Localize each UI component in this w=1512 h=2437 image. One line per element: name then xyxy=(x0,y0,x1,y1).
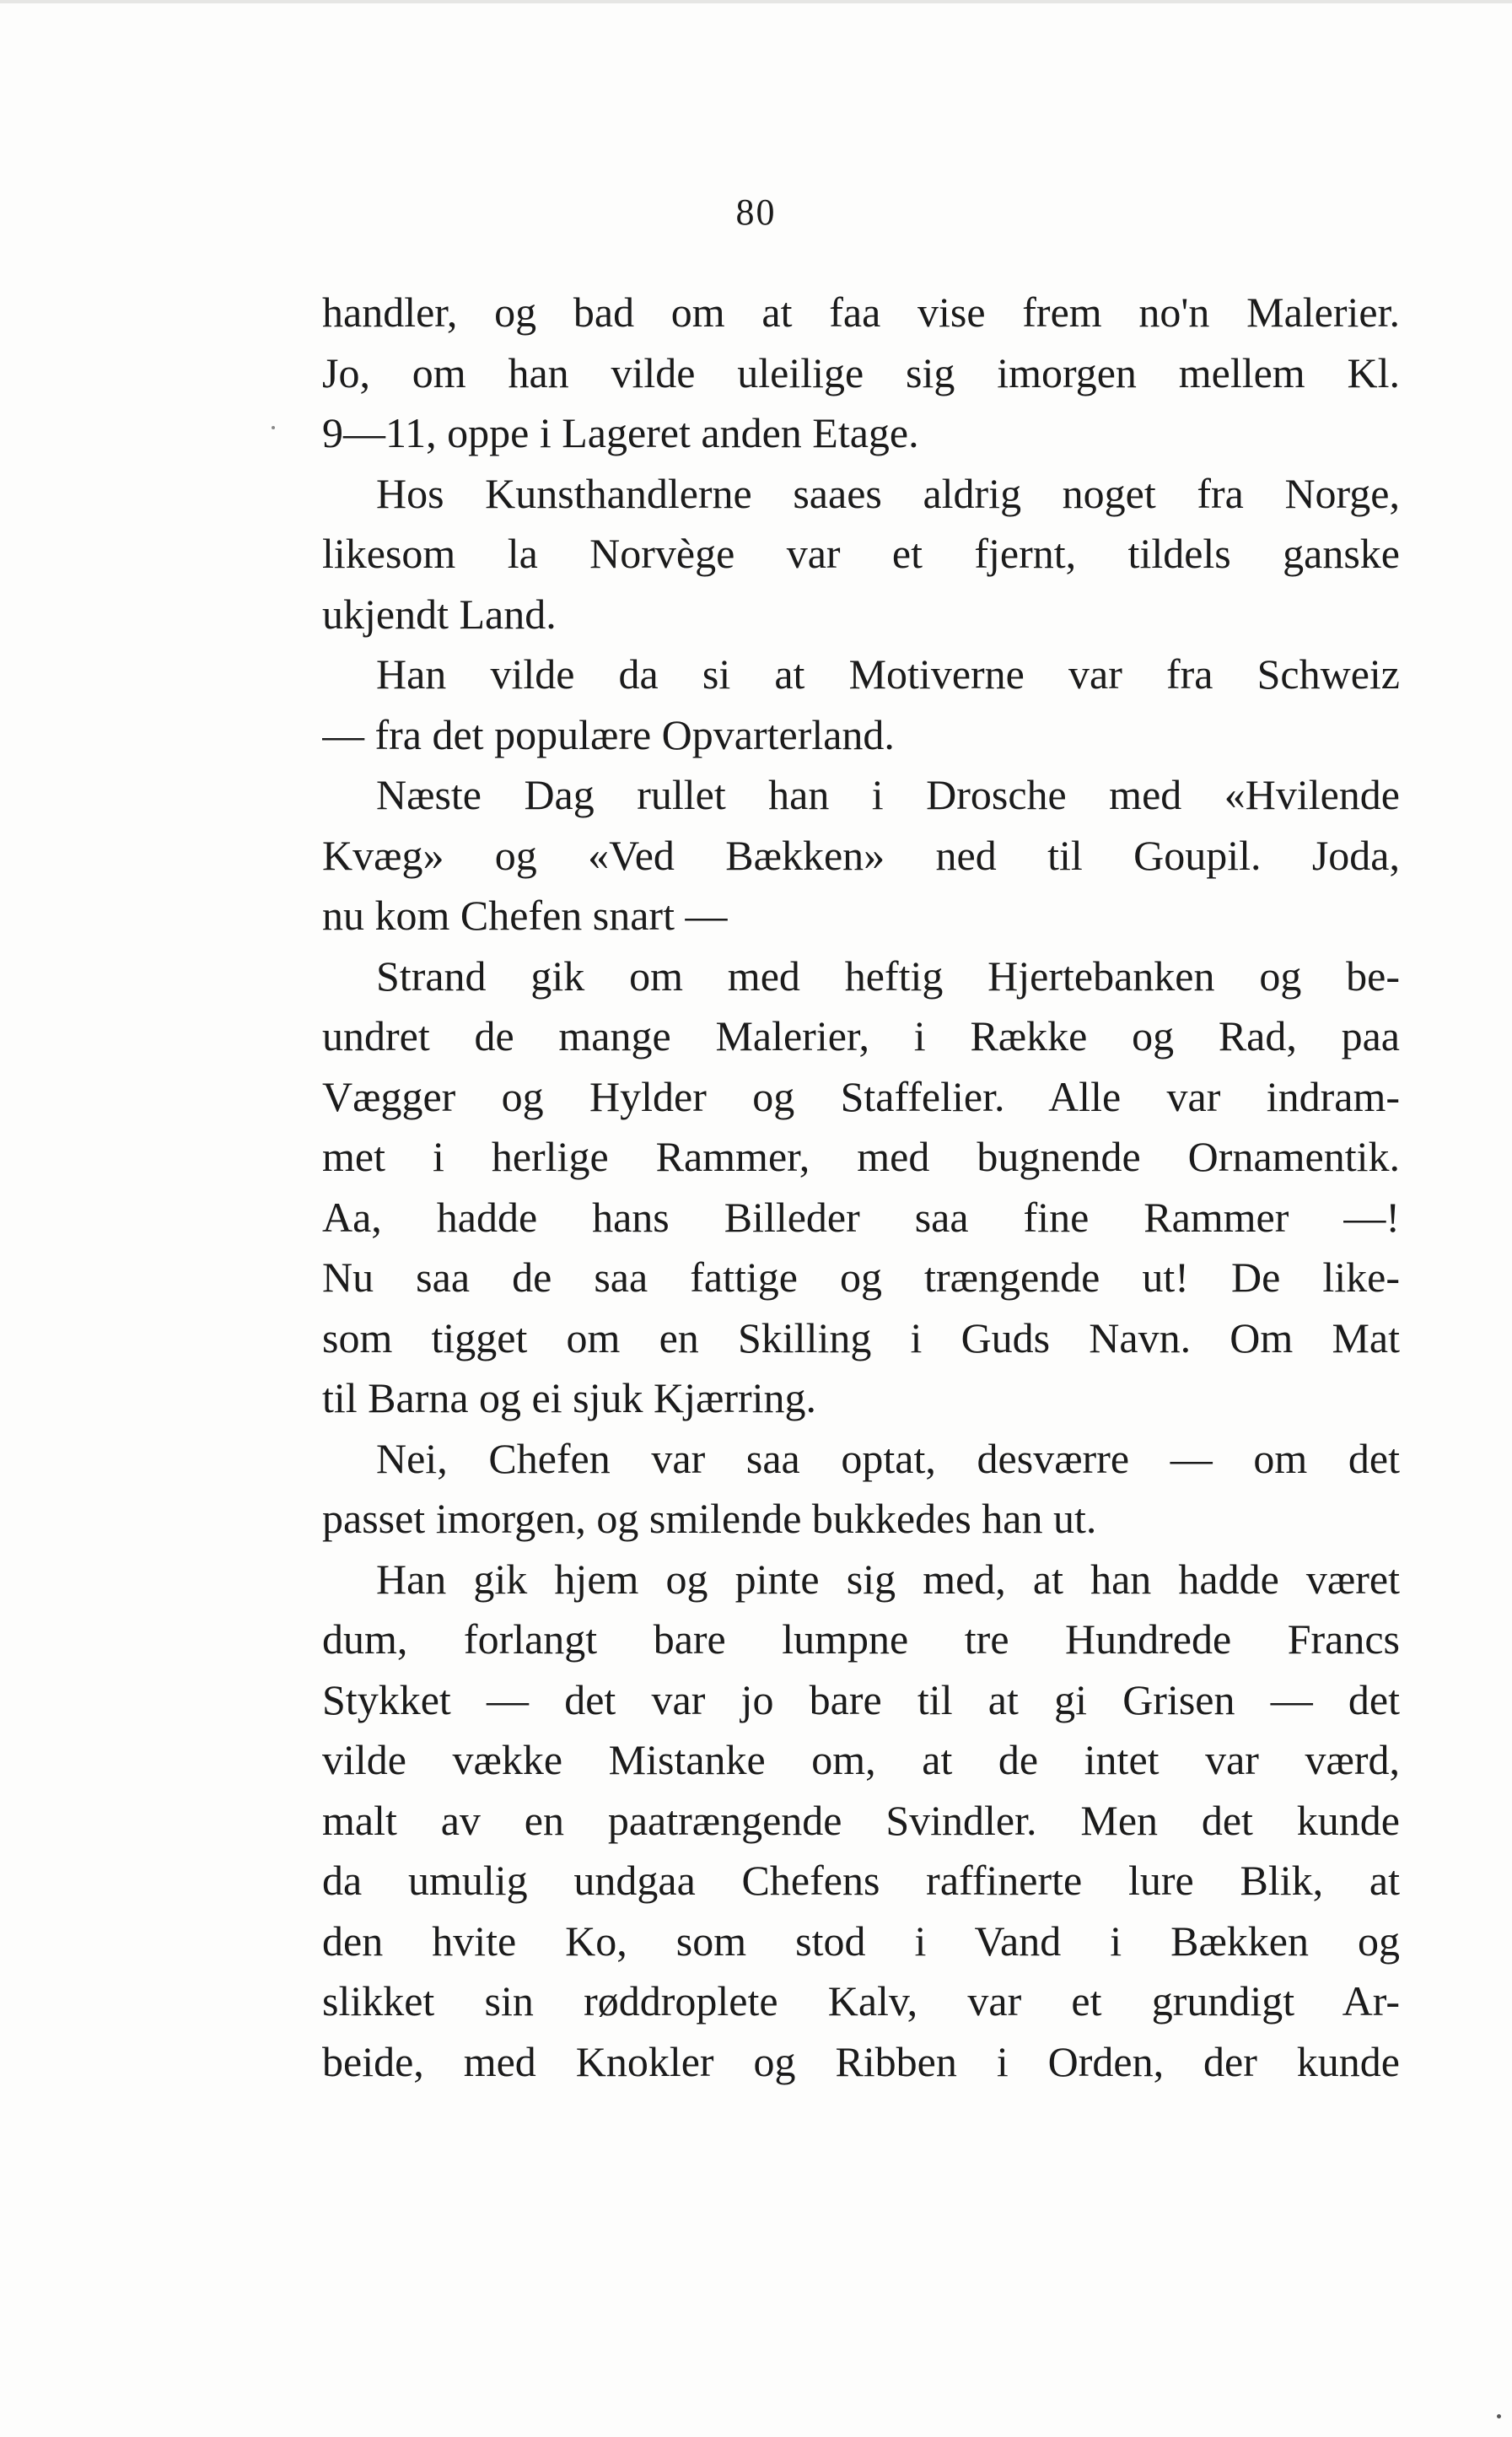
text-line: Han gik hjem og pinte sig med, at han hadde været xyxy=(376,1555,1400,1603)
text-line: Kvæg» og «Ved Bækken» ned til Goupil. Joda, xyxy=(322,831,1400,879)
text-line: undret de mange Malerier, i Række og Rad, paa xyxy=(322,1012,1400,1059)
text-line: 9—11, oppe i Lageret anden Etage. xyxy=(322,409,919,456)
text-line: passet imorgen, og smilende bukkedes han ut. xyxy=(322,1495,1097,1542)
text-line: Stykket — det var jo bare til at gi Grisen — det xyxy=(322,1675,1400,1723)
text-line: Aa, hadde hans Billeder saa fine Rammer —! xyxy=(322,1193,1400,1241)
corner-mark xyxy=(1497,2414,1501,2418)
text-line: likesom la Norvège var et fjernt, tildels ganske xyxy=(322,530,1400,577)
text-line: Strand gik om med heftig Hjertebanken og be- xyxy=(376,952,1400,1000)
body-text xyxy=(322,283,1400,2092)
text-line: beide, med Knokler og Ribben i Orden, der kunde xyxy=(322,2037,1400,2085)
page-number: 80 xyxy=(735,191,777,233)
text-line: den hvite Ko, som stod i Vand i Bækken og xyxy=(322,1917,1400,1965)
text-line: dum, forlangt bare lumpne tre Hundrede Francs xyxy=(322,1615,1400,1663)
page-top-edge xyxy=(0,0,1512,3)
text-line: Han vilde da si at Motiverne var fra Schweiz xyxy=(376,650,1400,698)
text-line: som tigget om en Skilling i Guds Navn. Om Mat xyxy=(322,1313,1400,1361)
text-line: handler, og bad om at faa vise frem no'n Malerier. xyxy=(322,288,1400,336)
text-line: — fra det populære Opvarterland. xyxy=(322,710,895,758)
text-line: Nei, Chefen var saa optat, desværre — om det xyxy=(376,1434,1400,1482)
text-line: nu kom Chefen snart — xyxy=(322,892,728,939)
margin-mark xyxy=(272,426,275,429)
text-line: Nu saa de saa fattige og trængende ut! De like- xyxy=(322,1254,1400,1301)
text-line: Jo, om han vilde uleilige sig imorgen mellem Kl. xyxy=(322,348,1400,396)
text-line: slikket sin røddroplete Kalv, var et grundigt Ar- xyxy=(322,1977,1400,2025)
text-line: malt av en paatrængende Svindler. Men det kunde xyxy=(322,1796,1400,1844)
text-line: ukjendt Land. xyxy=(322,590,557,638)
text-line: vilde vække Mistanke om, at de intet var værd, xyxy=(322,1736,1400,1783)
text-line: met i herlige Rammer, med bugnende Ornamentik. xyxy=(322,1133,1400,1180)
text-line: til Barna og ei sjuk Kjærring. xyxy=(322,1374,817,1421)
text-line: da umulig undgaa Chefens raffinerte lure Blik, at xyxy=(322,1857,1400,1904)
text-line: Vægger og Hylder og Staffelier. Alle var indram- xyxy=(322,1072,1400,1120)
text-line: Næste Dag rullet han i Drosche med «Hvilende xyxy=(376,771,1400,818)
text-line: Hos Kunsthandlerne saaes aldrig noget fra Norge, xyxy=(376,469,1400,517)
